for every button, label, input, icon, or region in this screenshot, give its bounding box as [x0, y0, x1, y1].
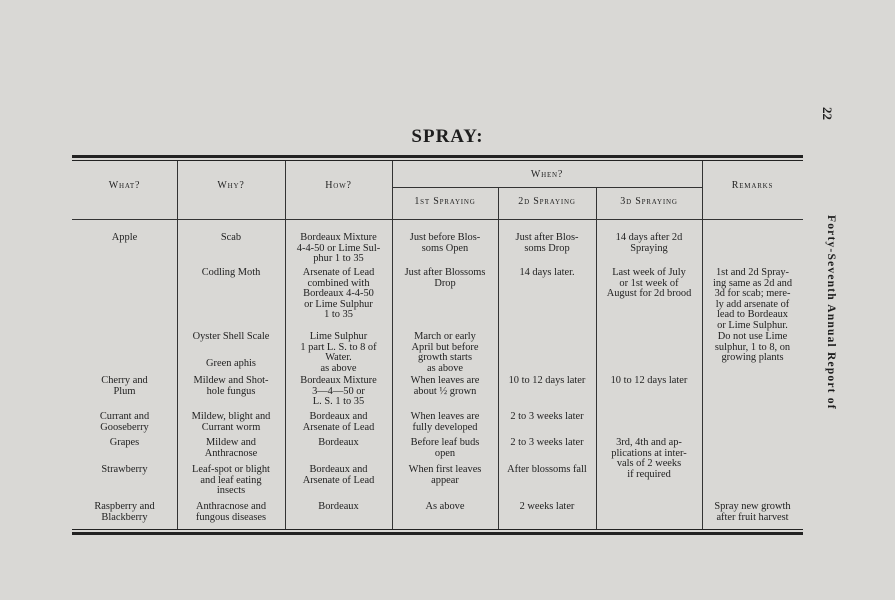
line: or Lime Sulphur	[304, 298, 373, 310]
line: 1 part L. S. to 8 of	[300, 341, 377, 353]
cell-3d	[596, 268, 702, 300]
line: growth starts	[418, 352, 472, 363]
line: sulphur, 1 to 8, on	[714, 341, 791, 353]
line: open	[434, 447, 456, 459]
running-head: Forty-Seventh Annual Report of	[825, 215, 837, 410]
line: if required	[627, 468, 671, 480]
line: hole fungus	[206, 385, 256, 397]
cell-1st	[392, 465, 498, 486]
line: Mildew, blight and	[191, 411, 271, 422]
line: ly add arsenate of	[715, 298, 790, 310]
cell-1st: As above	[425, 501, 465, 512]
line: Just after Blos-	[515, 232, 579, 243]
line: Currant and	[99, 411, 150, 422]
header-2d-spraying: 2d Spraying	[518, 196, 576, 207]
line: When first leaves	[408, 464, 482, 475]
line: When leaves are	[410, 375, 480, 386]
header-bottom-rule	[72, 219, 803, 220]
cell-1st	[392, 438, 498, 459]
cell-how	[285, 233, 392, 265]
cell-why	[177, 412, 285, 433]
line: or 1st week of	[619, 277, 679, 289]
cell-what	[72, 412, 177, 433]
line: 3—4—50 or	[312, 385, 365, 397]
cell-why	[177, 502, 285, 523]
line: Plum	[113, 385, 136, 397]
line: Bordeaux and	[309, 464, 368, 475]
line: Just before Blos-	[409, 232, 481, 243]
line: Lime Sulphur	[309, 331, 368, 342]
top-rule-thick	[72, 155, 803, 158]
line: Arsenate of Lead	[302, 474, 375, 486]
cell-why: Oyster Shell Scale	[192, 331, 270, 342]
line: Anthracnose	[204, 447, 258, 459]
line: Cherry and	[101, 375, 148, 386]
header-how: How?	[325, 180, 352, 191]
line: L. S. 1 to 35	[312, 396, 365, 407]
cell-what: Strawberry	[101, 464, 148, 475]
line: Drop	[434, 277, 456, 289]
cell-2d	[498, 233, 596, 254]
cell-why	[177, 376, 285, 397]
line: growing plants	[721, 352, 784, 363]
bottom-rule-thick	[72, 532, 803, 535]
line: Arsenate of Lead	[302, 421, 375, 433]
line: April but before	[411, 341, 479, 353]
header-why: Why?	[217, 180, 245, 191]
line: Spray new growth	[714, 501, 791, 512]
cell-remarks	[702, 502, 803, 523]
cell-how	[285, 332, 392, 374]
line: Gooseberry	[100, 421, 149, 433]
cell-2d: 2 to 3 weeks later	[510, 411, 584, 422]
cell-why: Codling Moth	[201, 267, 261, 278]
cell-how	[285, 376, 392, 408]
cell-what: Apple	[111, 232, 138, 243]
cell-2d: 2 weeks later	[519, 501, 575, 512]
cell-remarks	[702, 268, 803, 331]
line: Water.	[325, 352, 352, 363]
cell-why: Green aphis	[206, 358, 256, 369]
line: appear	[431, 474, 459, 486]
line: 3rd, 4th and ap-	[616, 437, 682, 448]
line: Before leaf buds	[410, 437, 480, 448]
line: after fruit harvest	[716, 511, 789, 523]
cell-2d: 2 to 3 weeks later	[510, 437, 584, 448]
line: Bordeaux Mixture	[300, 375, 377, 386]
header-remarks: Remarks	[731, 180, 774, 191]
line: soms Drop	[524, 242, 570, 254]
cell-how: Bordeaux	[318, 437, 359, 448]
line: insects	[216, 485, 246, 496]
when-divider	[393, 187, 702, 188]
header-when: When?	[530, 169, 564, 180]
line: Blackberry	[101, 511, 148, 523]
line: as above	[320, 362, 357, 374]
line: 4-4-50 or Lime Sul-	[296, 242, 381, 254]
line: soms Open	[421, 242, 469, 254]
line: ing same as 2d and	[712, 277, 793, 289]
line: Mildew and Shot-	[193, 375, 269, 386]
cell-1st	[392, 233, 498, 254]
line: Leaf-spot or blight	[192, 464, 270, 475]
line: 1st and 2d Spray-	[715, 267, 789, 278]
line: Spraying	[630, 242, 668, 254]
line: Last week of July	[612, 267, 686, 278]
line: phur 1 to 35	[313, 253, 364, 264]
cell-remarks	[702, 332, 803, 364]
line: Bordeaux and	[309, 411, 368, 422]
line: 3d for scab; mere-	[714, 288, 791, 299]
cell-3d	[596, 233, 702, 254]
cell-1st	[392, 332, 498, 374]
top-rule-thin	[72, 160, 803, 161]
line: Anthracnose and	[195, 501, 267, 512]
cell-why: Scab	[220, 232, 242, 243]
header-1st-spraying: 1st Spraying	[414, 196, 476, 207]
line: Mildew and	[206, 437, 256, 448]
line: 14 days after 2d	[615, 232, 683, 243]
cell-1st	[392, 412, 498, 433]
line: and leaf eating	[200, 474, 262, 486]
line: combined with	[307, 277, 370, 289]
line: or Lime Sulphur.	[717, 319, 788, 331]
line: 1 to 35	[324, 309, 353, 320]
cell-3d	[596, 438, 702, 480]
line: Do not use Lime	[717, 331, 788, 342]
cell-how: Bordeaux	[318, 501, 359, 512]
cell-what	[72, 502, 177, 523]
cell-what: Grapes	[109, 437, 140, 448]
cell-1st	[392, 376, 498, 397]
line: Arsenate of Lead	[302, 267, 375, 278]
cell-2d: 14 days later.	[519, 267, 575, 278]
cell-2d: After blossoms fall	[507, 464, 587, 475]
line: as above	[426, 362, 464, 374]
page-title: SPRAY:	[411, 126, 484, 147]
line: March or early	[414, 331, 476, 342]
line: vals of 2 weeks	[616, 458, 682, 469]
bottom-rule-thin	[72, 529, 803, 530]
line: about ½ grown	[413, 385, 477, 397]
cell-3d: 10 to 12 days later	[610, 375, 688, 386]
line: August for 2d brood	[606, 288, 692, 299]
line: Bordeaux 4-4-50	[303, 288, 374, 299]
line: fungous diseases	[195, 511, 267, 523]
cell-why	[177, 438, 285, 459]
cell-how	[285, 268, 392, 321]
line: Just after Blossoms	[404, 267, 486, 278]
cell-how	[285, 465, 392, 486]
cell-how	[285, 412, 392, 433]
line: When leaves are	[410, 411, 480, 422]
cell-2d: 10 to 12 days later	[508, 375, 586, 386]
cell-why	[177, 465, 285, 497]
line: fully developed	[412, 421, 478, 433]
cell-what	[72, 376, 177, 397]
line: lead to Bordeaux	[717, 309, 788, 320]
cell-1st	[392, 268, 498, 289]
page-number: 22	[820, 107, 835, 120]
line: Bordeaux Mixture	[300, 232, 377, 243]
line: Currant worm	[201, 421, 261, 433]
header-what: What?	[108, 180, 141, 191]
line: Raspberry and	[94, 501, 155, 512]
line: plications at inter-	[611, 447, 687, 459]
header-3d-spraying: 3d Spraying	[620, 196, 678, 207]
